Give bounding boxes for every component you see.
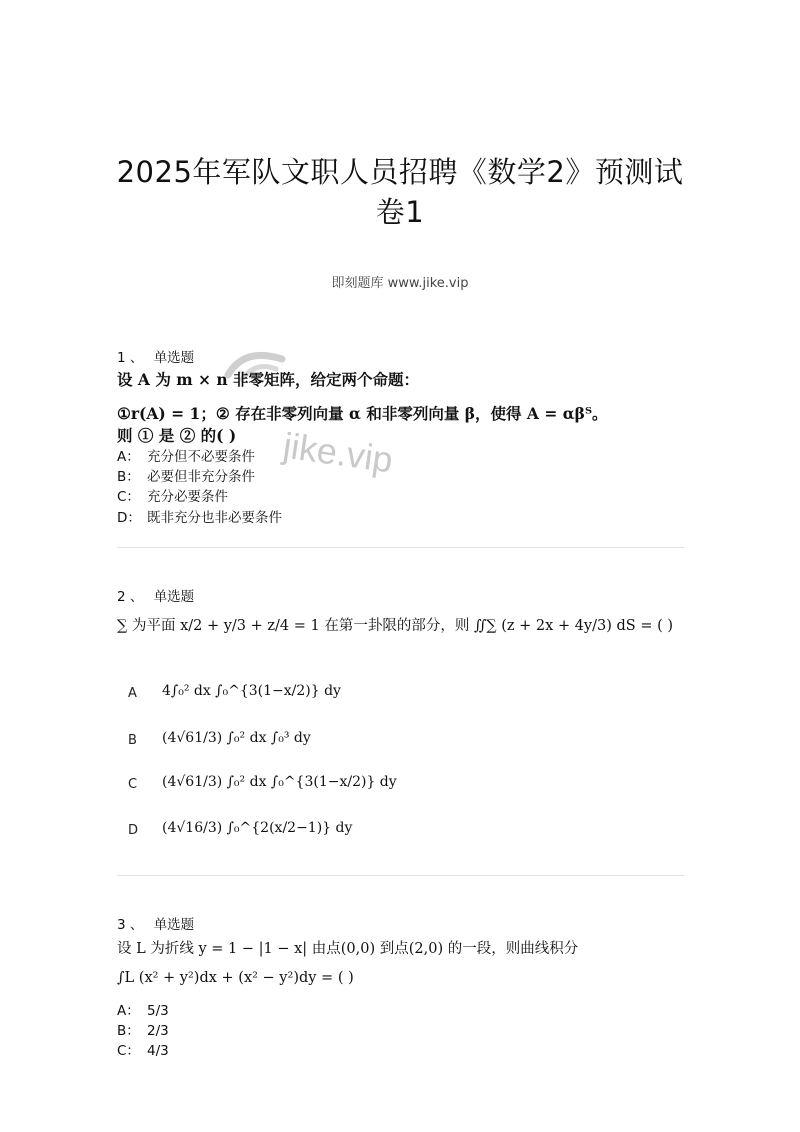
question-3-stem-line-2: ∫L (x² + y²)dx + (x² − y²)dy = ( ): [117, 970, 354, 986]
question-1-stem-line-2: ①r(A) = 1；② 存在非零列向量 α 和非零列向量 β，使得 A = αβᵀ。: [117, 404, 608, 423]
watermark-text: jike.vip: [280, 424, 396, 481]
question-number: 3 、: [117, 917, 144, 933]
question-1-option-c[interactable]: [117, 487, 228, 507]
question-1-option-a[interactable]: [117, 447, 255, 467]
option-key: D：: [117, 510, 141, 526]
question-1-stem-line-3: 则 ① 是 ② 的( ): [117, 426, 237, 445]
option-text: 5/3: [147, 1003, 169, 1019]
option-text: 充分但不必要条件: [147, 449, 255, 465]
question-2-option-b-formula: (4√61/3) ∫₀² dx ∫₀³ dy: [162, 730, 311, 746]
option-text: 既非充分也非必要条件: [147, 510, 282, 526]
question-3-header: [117, 913, 194, 933]
question-1-stem-line-1: 设 A 为 m × n 非零矩阵，给定两个命题：: [117, 370, 420, 389]
question-number: 2 、: [117, 589, 144, 605]
question-number: 1 、: [117, 350, 144, 366]
question-3-option-c[interactable]: [117, 1041, 169, 1061]
option-key: A：: [117, 449, 140, 465]
option-key: A：: [117, 1003, 140, 1019]
option-key: B：: [117, 1023, 140, 1039]
option-text: 必要但非充分条件: [147, 469, 255, 485]
question-2-option-d-formula: (4√16/3) ∫₀^{2(x/2−1)} dy: [162, 820, 353, 836]
question-1-option-d[interactable]: [117, 508, 282, 528]
question-2-option-c-formula: (4√61/3) ∫₀² dx ∫₀^{3(1−x/2)} dy: [162, 774, 397, 790]
option-key: C：: [117, 1043, 140, 1059]
source-line: 即刻题库 www.jike.vip: [331, 276, 469, 291]
question-2-stem: ∑ 为平面 x/2 + y/3 + z/4 = 1 在第一卦限的部分，则 ∬∑ (z + 2x + 4y/3) dS = ( ): [117, 618, 673, 634]
question-2-option-c-key[interactable]: C: [128, 777, 138, 792]
document-title-line-2: 卷1: [375, 195, 425, 229]
question-3-option-b[interactable]: [117, 1021, 169, 1041]
question-type: 单选题: [153, 917, 195, 933]
question-3-stem-line-1: 设 L 为折线 y = 1 − |1 − x| 由点(0,0) 到点(2,0) 的一段，则曲线积分: [117, 941, 579, 957]
option-text: 充分必要条件: [147, 489, 228, 505]
option-text: 4/3: [147, 1043, 169, 1059]
question-2-option-b-key[interactable]: B: [128, 733, 137, 748]
question-separator: [117, 875, 684, 876]
question-1-option-b[interactable]: [117, 467, 255, 487]
question-2-header: [117, 585, 194, 605]
question-3-option-a[interactable]: [117, 1001, 169, 1021]
question-2-option-a-formula: 4∫₀² dx ∫₀^{3(1−x/2)} dy: [162, 683, 341, 699]
document-title-line-1: 2025年军队文职人员招聘《数学2》预测试: [116, 155, 684, 189]
question-2-option-d-key[interactable]: D: [128, 823, 139, 838]
question-type: 单选题: [153, 589, 195, 605]
option-text: 2/3: [147, 1023, 169, 1039]
question-1-header: [117, 346, 194, 366]
question-separator: [117, 547, 684, 548]
question-2-option-a-key[interactable]: A: [128, 686, 137, 701]
question-type: 单选题: [153, 350, 195, 366]
option-key: B：: [117, 469, 140, 485]
option-key: C：: [117, 489, 140, 505]
